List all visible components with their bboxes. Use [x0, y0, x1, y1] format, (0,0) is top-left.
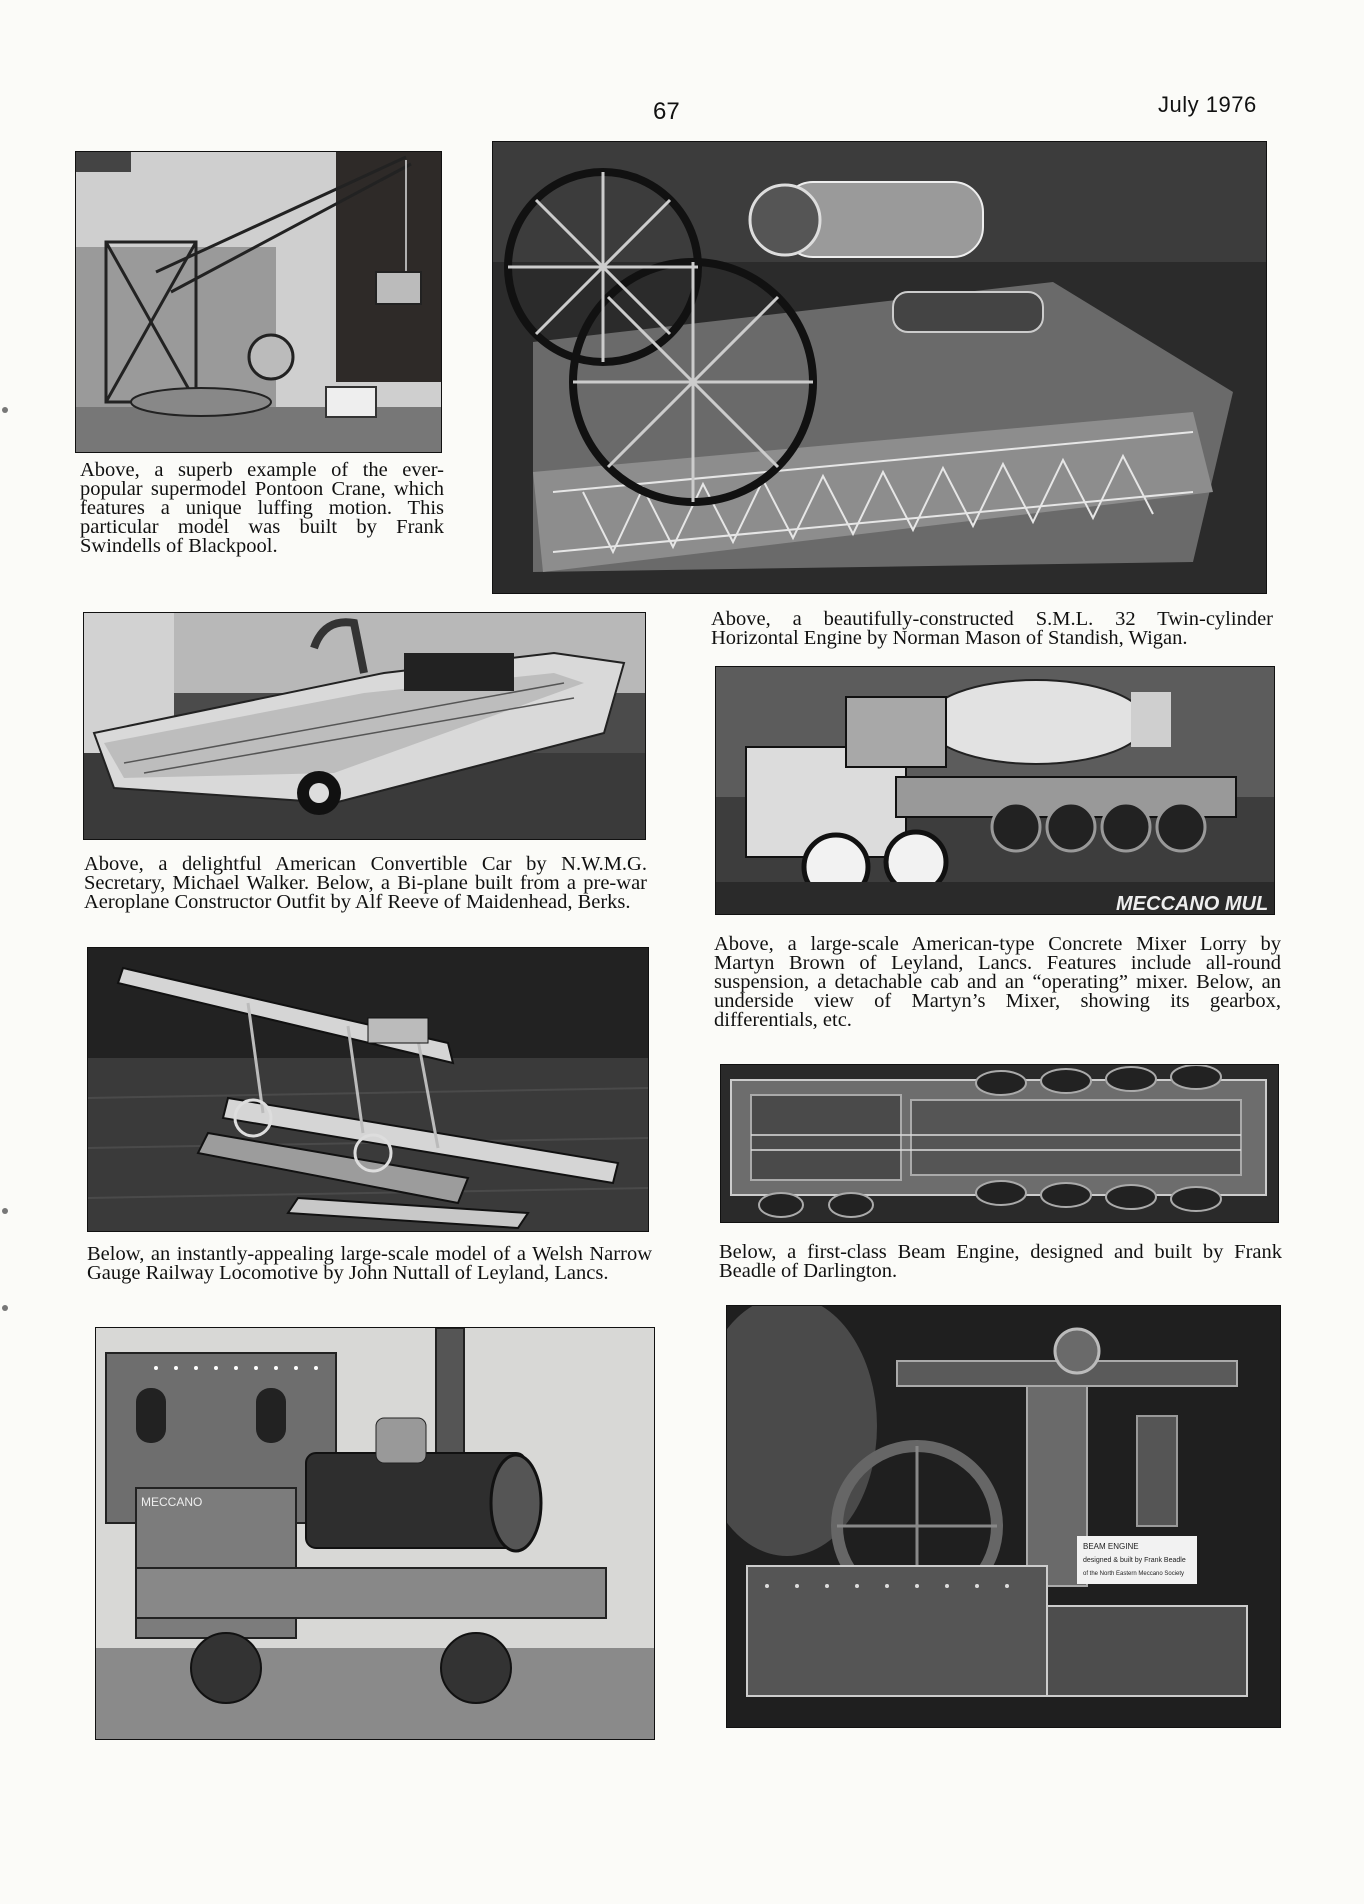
beam-engine-photo [726, 1305, 1281, 1728]
meccano-sign: MECCANO MUL [1116, 893, 1269, 914]
locomotive-photo [95, 1327, 655, 1740]
page-number: 67 [653, 98, 680, 125]
beam-engine-caption: Below, a first-class Beam Engine, designed and built by Frank Beadle of Darlington. [719, 1241, 1282, 1282]
horizontal-engine-caption: Above, a beautifully-constructed S.M.L. 32 Twin-cylinder Horizontal Engine by Norman Mason of Standish, Wigan. [711, 608, 1273, 649]
margin-mark [2, 1305, 8, 1311]
card-line-3: of the North Eastern Meccano Society [1083, 1571, 1185, 1577]
convertible-car-caption: Above, a delightful American Convertible Car by N.W.M.G. Secretary, Michael Walker. Below, a Bi-plane built from a pre-war Aeroplane Constructor Outfit by Alf Reeve of Maidenhead, Berks. [84, 853, 647, 913]
issue-date: July 1976 [1158, 92, 1257, 117]
meccano-nameplate: MECCANO [141, 1495, 203, 1509]
locomotive-caption: Below, an instantly-appealing large-scale model of a Welsh Narrow Gauge Railway Locomotive by John Nuttall of Leyland, Lancs. [87, 1243, 652, 1284]
pontoon-crane-caption: Above, a superb example of the ever-popular supermodel Pontoon Crane, which features a unique luffing motion. This particular model was built by Frank Swindells of Blackpool. [80, 459, 444, 557]
mixer-lorry-photo [715, 666, 1275, 915]
card-line-1: BEAM ENGINE [1083, 1542, 1139, 1551]
margin-mark [2, 407, 8, 413]
pontoon-crane-photo [75, 151, 442, 453]
beam-engine-display-card [1077, 1536, 1197, 1584]
mixer-lorry-caption: Above, a large-scale American-type Concrete Mixer Lorry by Martyn Brown of Leyland, Lancs. Features include all-round suspension, a detachable cab and an “operating” mixer. Below, an underside view of Martyn’s Mixer, showing its gearbox, differentials, etc. [714, 933, 1281, 1031]
mixer-underside-photo [720, 1064, 1279, 1223]
margin-mark [2, 1208, 8, 1214]
biplane-photo [87, 947, 649, 1232]
convertible-car-photo [83, 612, 646, 840]
card-line-2: designed & built by Frank Beadle [1083, 1557, 1186, 1564]
horizontal-engine-photo [492, 141, 1267, 594]
